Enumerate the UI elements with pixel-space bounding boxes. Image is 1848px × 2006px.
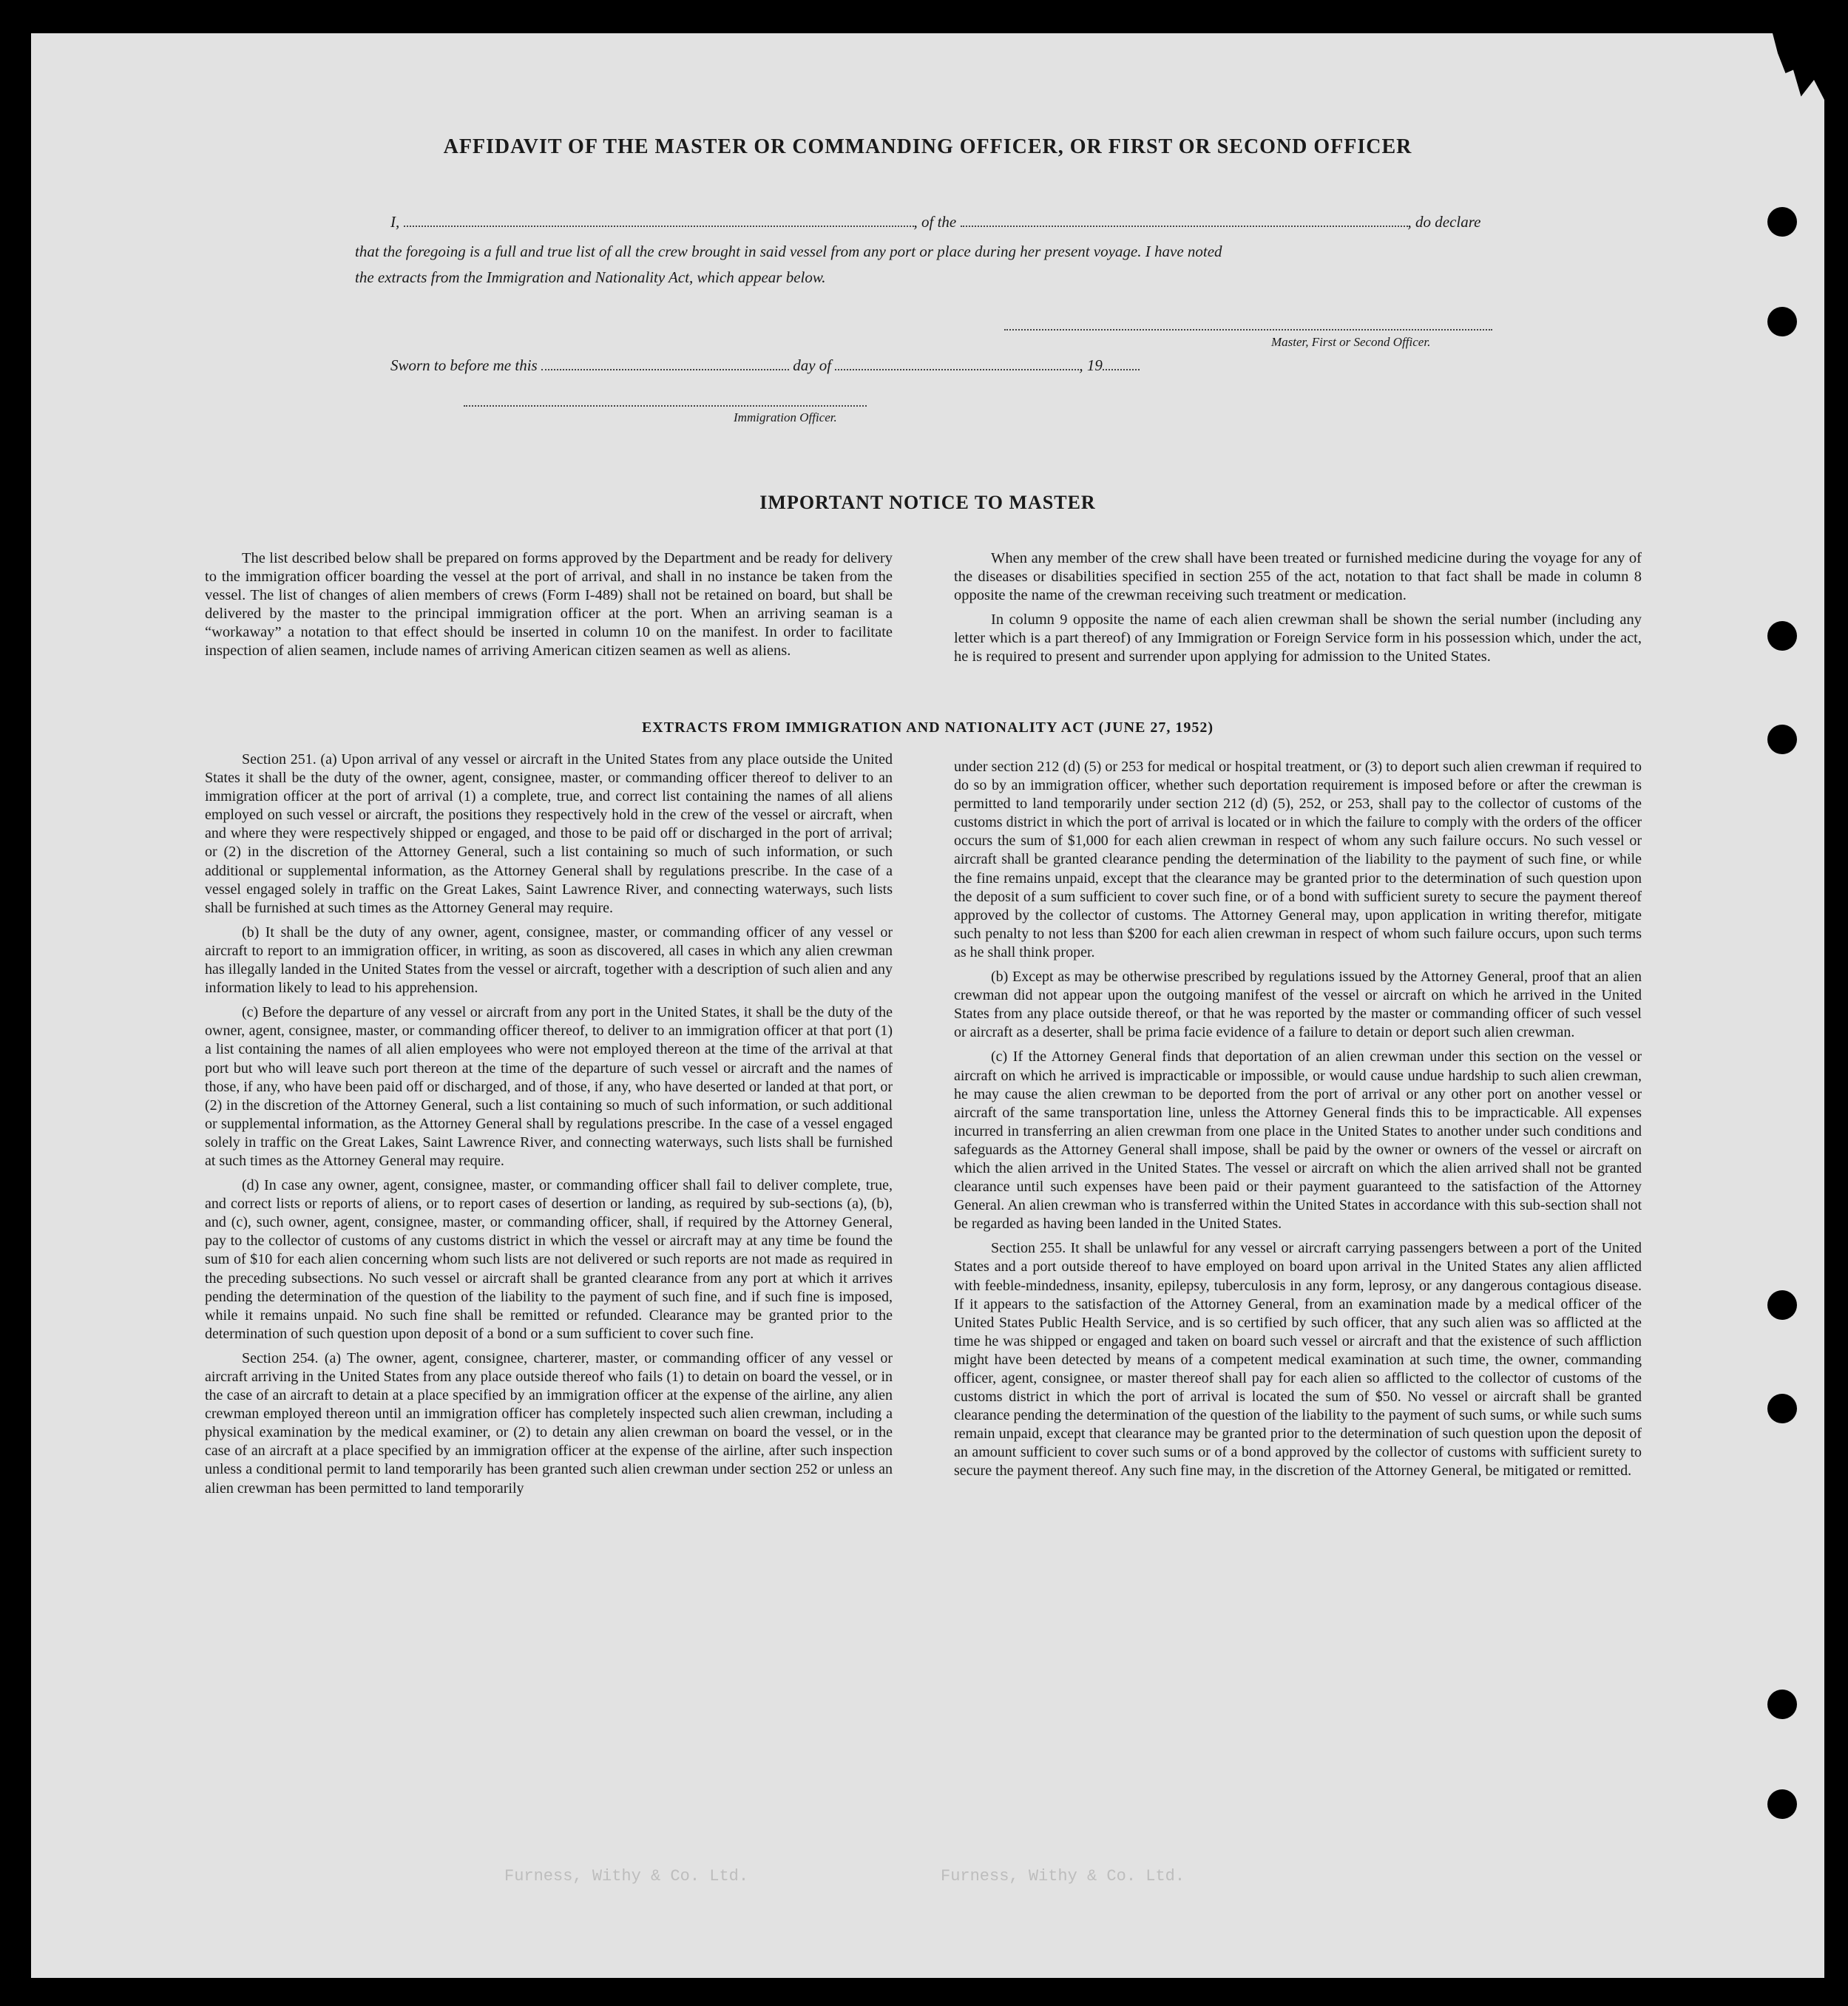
bleed-through-text: Furness, Withy & Co. Ltd. xyxy=(504,1867,749,1885)
binder-hole xyxy=(1767,1290,1797,1320)
name-blank[interactable] xyxy=(404,214,914,227)
notice-right-column xyxy=(954,549,1642,673)
sworn-label: Sworn to before me this xyxy=(390,356,538,374)
section-255: Section 255. It shall be unlawful for any vessel or aircraft carrying passengers between a port of the United States and a port outside thereof to have employed on board upon arrival in the United States any alien afflicted with feeble-mindedness, insanity, epilepsy, tuberculosis in any form, leprosy, or any dangerous contagious disease. If it appears to the satisfaction of the Attorney General, from an examination made by a medical officer of the United States Public Health Service, and is so certified by such officer, that any such alien was so afflicted at the time he was shipped or engaged and taken on board such vessel or aircraft and that the existence of such affliction might have been detected by means of a competent medical examination at such time, the owner, commanding officer, agent, consignee, or master thereof shall pay for each alien so afflicted to the collector of customs of the customs district in which the port of arrival is located the sum of $50. No vessel or aircraft shall be granted clearance pending the determination of the question of the liability to the payment of such sums, or while such sums remain unpaid, except that clearance may be granted prior to the determination of such question upon the deposit of an amount sufficient to cover such sums or of a bond approved by the collector of customs with sufficient surety to secure the payment thereof. Any such fine may, in the discretion of the Attorney General, be mitigated or remitted. xyxy=(954,1240,1642,1480)
binder-hole xyxy=(1767,1690,1797,1719)
section-254a-cont: under section 212 (d) (5) or 253 for medical or hospital treatment, or (3) to deport such alien crewman if required to do so by an immigration officer, whether such deportation requirement is imposed before or after the crewman is permitted to land temporarily under section 212 (d) (5), 252, or 253, shall pay to the collector of customs of the customs district in which the port of arrival is located or in which the failure to comply with the orders of the officer occurs the sum of $1,000 for each alien crewman in respect of whom any such failure occurs. No such vessel or aircraft shall be granted clearance pending the determination of the liability to the payment of such fine, or while the fine remains unpaid, except that the clearance may be granted prior to the determination of such question upon the deposit of a sum sufficient to cover such fine, or of a bond with sufficient surety to secure the payment thereof approved by the collector of customs. The Attorney General may, upon application in writing therefor, mitigate such penalty to not less than $200 for each alien crewman in respect of whom such failure occurs, upon such terms as he shall think proper. xyxy=(954,759,1642,960)
binder-hole xyxy=(1767,207,1797,237)
notice-right-paragraph-2: In column 9 opposite the name of each alien crewman shall be shown the serial number (including any letter which is a part thereof) of any Immigration or Foreign Service form in his possession which, under the act, he is required to present and surrender upon applying for admission to the United States. xyxy=(954,611,1642,665)
binder-hole xyxy=(1767,1394,1797,1423)
master-signature-line[interactable] xyxy=(1004,329,1492,331)
notice-left-column xyxy=(205,549,893,667)
vessel-blank[interactable] xyxy=(961,214,1408,227)
torn-corner xyxy=(1773,33,1824,100)
bleed-through-text: Furness, Withy & Co. Ltd. xyxy=(941,1867,1185,1885)
sworn-day-blank[interactable] xyxy=(541,357,789,370)
section-254a-start: Section 254. (a) The owner, agent, consignee, charterer, master, or commanding officer of any vessel or aircraft arriving in the United States from any place outside thereof who fails (1) to detain on board the vessel, or in the case of an aircraft to detain at a place specified by an immigration officer at the expense of the airline, any alien crewman employed thereon until an immigration officer has completely inspected such alien crewman, including a physical examination by the medical examiner, or (2) to detain any alien crewman on board the vessel, or in the case of an aircraft at a place specified by an immigration officer at the expense of the airline, after such inspection unless a conditional permit to land temporarily has been granted such alien crewman under section 252 or unless an alien crewman has been permitted to land temporarily xyxy=(205,1349,893,1497)
sworn-year-blank[interactable] xyxy=(1103,357,1140,370)
affidavit-declaration-line xyxy=(390,213,1480,231)
section-251b: (b) It shall be the duty of any owner, agent, consignee, master, or commanding officer of any vessel or aircraft to report to an immigration officer, in writing, as soon as discovered, all cases in which any alien crewman has illegally landed in the United States from the vessel or aircraft, together with a description of such alien and any information likely to lead to his apprehension. xyxy=(205,924,893,997)
affidavit-i-label: I, xyxy=(390,213,400,231)
section-251a: Section 251. (a) Upon arrival of any vessel or aircraft in the United States from any place outside the United States it shall be the duty of the owner, agent, consignee, master, or commanding officer thereof to deliver to an immigration officer at the port of arrival (1) a complete, true, and correct list containing the names of all aliens employed on such vessel or aircraft, the positions they respectively hold in the crew of the vessel or aircraft, when and where they were respectively shipped or engaged, and those to be paid off or discharged in the port of arrival; or (2) in the discretion of the Attorney General, such a list containing so much of such information, or such additional or supplemental information, as the Attorney General shall by regulations prescribe. In the case of a vessel engaged solely in traffic on the Great Lakes, Saint Lawrence River, and connecting waterways, such lists shall be furnished at such times as the Attorney General may require. xyxy=(205,751,893,916)
declare-label: , do declare xyxy=(1407,213,1481,231)
sworn-month-blank[interactable] xyxy=(835,357,1079,370)
section-251c: (c) Before the departure of any vessel or aircraft from any port in the United States, it shall be the duty of the owner, agent, consignee, master, or commanding officer thereof, to deliver to an immigration officer at that port (1) a list containing the names of all alien employees who were not employed thereon at the time of the arrival at that port but who will leave such port thereon at the time of the departure of such vessel or aircraft and the names of those, if any, who have been paid off or discharged, and of those, if any, who have deserted or landed at that port, or (2) in the discretion of the Attorney General, such a list containing so much of such information, or such additional or supplemental information, as the Attorney General shall by regulations prescribe. In the case of a vessel engaged solely in traffic on the Great Lakes, Saint Lawrence River, and connecting waterways, such lists shall be furnished at such times as the Attorney General may require. xyxy=(205,1004,893,1169)
binder-hole xyxy=(1767,621,1797,651)
section-251d: (d) In case any owner, agent, consignee, master, or commanding officer shall fail to deliver complete, true, and correct lists or reports of aliens, or to report cases of desertion or landing, as required by sub-sections (a), (b), and (c), such owner, agent, consignee, master, or commanding officer, shall, if required by the Attorney General, pay to the collector of customs of any customs district in which the vessel or aircraft may at any time be found the sum of $10 for each alien concerning whom such lists are not delivered or such reports are not made as required in the preceding subsections. No such vessel or aircraft shall be granted clearance from any port at which it arrives pending the determination of the question of the liability to the payment of such fine, and if such fine is imposed, while it remains unpaid. No such fine shall be remitted or refunded. Clearance may be granted prior to the determination of such question upon deposit of a bond or a sum sufficient to cover such fine. xyxy=(205,1177,893,1342)
document-page xyxy=(31,33,1824,1978)
officer-signature-caption: Immigration Officer. xyxy=(734,410,837,424)
notice-right-paragraph-1: When any member of the crew shall have been treated or furnished medicine during the voyage for any of the diseases or disabilities specified in section 255 of the act, notation to that fact shall be made in column 8 opposite the name of the crewman receiving such treatment or medication. xyxy=(954,550,1642,604)
section-254c: (c) If the Attorney General finds that deportation of an alien crewman under this section on the vessel or aircraft on which he arrived is impracticable or impossible, or would cause undue hardship to such alien crewman, he may cause the alien crewman to be deported from the port of arrival or any other port on another vessel or aircraft of the same transportation line, unless the Attorney General finds this to be impracticable. All expenses incurred in transferring an alien crewman from one place in the United States to another under such conditions and safeguards as the Attorney General shall impose, shall be paid by the owner or owners of the vessel or aircraft on which the alien arrived in the United States. The vessel or aircraft on which the alien arrived shall not be granted clearance until such expenses have been paid or their payment guaranteed to the satisfaction of the Attorney General. An alien crewman who is transferred within the United States in accordance with this sub-section shall not be regarded as having been landed in the United States. xyxy=(954,1048,1642,1233)
notice-title: IMPORTANT NOTICE TO MASTER xyxy=(759,492,1096,513)
year-label: , 19 xyxy=(1079,356,1103,374)
section-254b: (b) Except as may be otherwise prescribed by regulations issued by the Attorney General, proof that an alien crewman did not appear upon the outgoing manifest of the vessel or aircraft on which he arrived in the United States from any place outside thereof, or that he was reported by the master or commanding officer of such vessel or aircraft as a deserter, shall be prima facie evidence of a failure to detain or deport such alien crewman. xyxy=(954,969,1642,1041)
extracts-left-column xyxy=(205,750,893,1504)
binder-hole xyxy=(1767,1789,1797,1819)
sworn-line xyxy=(390,356,1140,375)
officer-signature-line[interactable] xyxy=(464,405,867,407)
of-the-label: , of the xyxy=(913,213,957,231)
affidavit-line-2: that the foregoing is a full and true list of all the crew brought in said vessel from any port or place during her present voyage. I have noted xyxy=(355,243,1222,260)
master-signature-caption: Master, First or Second Officer. xyxy=(1271,335,1431,349)
notice-left-paragraph: The list described below shall be prepared on forms approved by the Department and be ready for delivery to the immigration officer boarding the vessel at the port of arrival, and shall in no instance be taken from the vessel. The list of changes of alien members of crews (Form I-489) shall not be retained on board, but shall be delivered by the master to the principal immigration officer at the port. When an arriving seaman is a “workaway” a notation to that effect should be inserted in column 10 on the manifest. In order to facilitate inspection of alien seamen, include names of arriving American citizen seamen as well as aliens. xyxy=(205,550,893,660)
day-of-label: day of xyxy=(793,356,832,374)
extracts-title: EXTRACTS FROM IMMIGRATION AND NATIONALITY ACT (JUNE 27, 1952) xyxy=(641,719,1214,736)
binder-hole xyxy=(1767,307,1797,336)
affidavit-title: AFFIDAVIT OF THE MASTER OR COMMANDING OFFICER, OR FIRST OR SECOND OFFICER xyxy=(443,135,1412,158)
extracts-right-column xyxy=(954,758,1642,1487)
affidavit-line-3: the extracts from the Immigration and Nationality Act, which appear below. xyxy=(355,268,826,286)
